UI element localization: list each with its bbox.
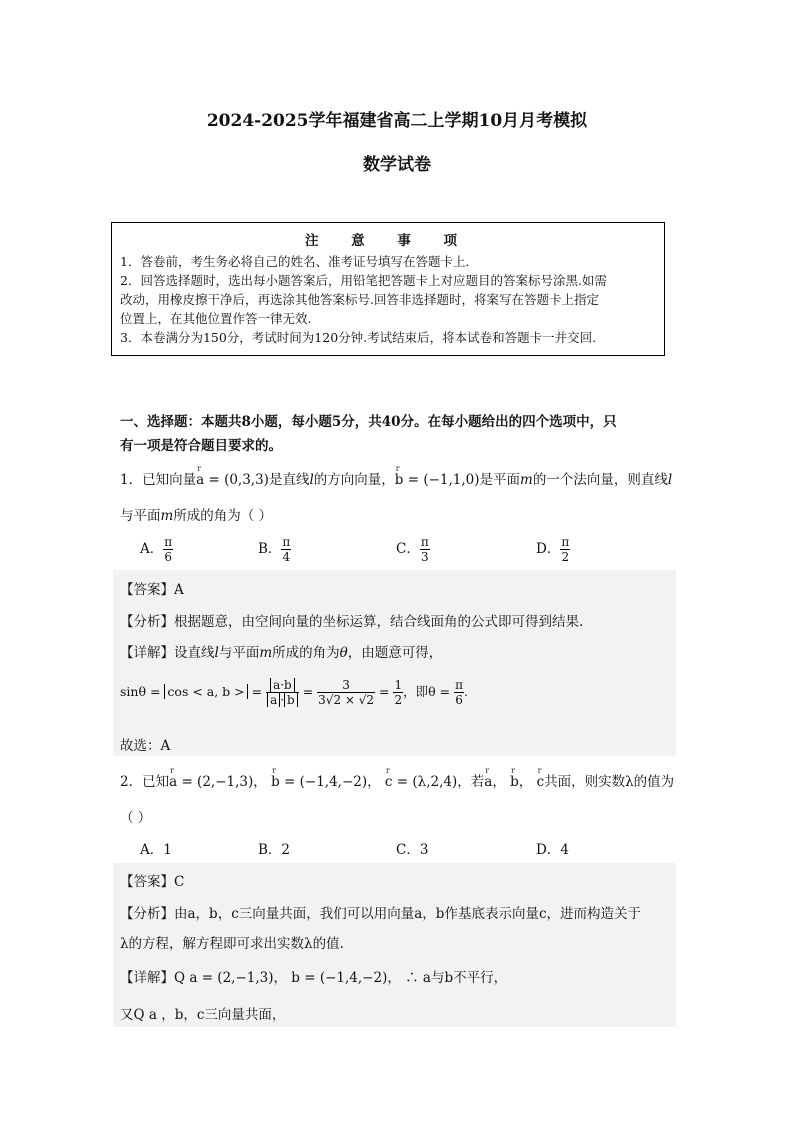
notice-line-2: 2．回答选择题时，选出每小题答案后，用铅笔把答题卡上对应题目的答案标号涂黑.如需 <box>120 273 607 288</box>
q1-option-b: B． $\frac{\pi}{4}$ <box>258 535 291 564</box>
q1-option-a: A． $\frac{\pi}{6}$ <box>140 535 173 564</box>
q2-option-a: A．1 <box>140 842 172 858</box>
notice-line-4: 位置上，在其他位置作答一律无效. <box>120 311 312 326</box>
q2-option-c: C．3 <box>396 842 429 858</box>
vector-a: r a <box>196 472 204 488</box>
q1-conclusion: 故选：A <box>120 738 171 754</box>
q1-stem-line-1: 1．已知向量r a = (0,3,3)是直线l的方向向量，r b = (−1,1,0)是平面m的一个法向量，则直线l <box>120 468 672 488</box>
notice-box <box>111 222 665 356</box>
q1-analysis: 【分析】根据题意，由空间向量的坐标运算，结合线面角的公式即可得到结果. <box>120 614 584 630</box>
q1-formula: sinθ = cos < a, b > = $\frac{a\cdot b}{a \cdot b}$ = $\frac{3}{3√2 \times √2}$ = $\frac{1}{2}$ ，即θ = $\frac{\pi}{6}$ . <box>120 678 468 707</box>
q1-option-c: C． $\frac{\pi}{3}$ <box>396 535 429 564</box>
q1-stem-line-2: 与平面m所成的角为（ ） <box>120 508 273 524</box>
q2-analysis-line-2: λ的方程，解方程即可求出实数λ的值. <box>120 936 344 952</box>
q2-answer: 【答案】C <box>120 874 185 890</box>
paper-title: 2024-2025学年福建省高二上学期10月月考模拟 <box>206 111 588 131</box>
notice-line-3: 改动，用橡皮擦干净后，再选涂其他答案标号.回答非选择题时，将案写在答题卡上指定 <box>120 292 599 307</box>
section-heading <box>120 410 680 458</box>
vector-b: r b <box>395 472 404 488</box>
q1-detail-intro: 【详解】设直线l与平面m所成的角为θ，由题意可得， <box>120 645 443 661</box>
q2-analysis-line-1: 【分析】由a，b，c三向量共面，我们可以用向量a，b作基底表示向量c，进而构造关于 <box>120 906 642 922</box>
q2-option-d: D．4 <box>536 842 569 858</box>
notice-line-1: 1．答卷前，考生务必将自己的姓名、准考证号填写在答题卡上． <box>120 254 478 269</box>
notice-line-5: 3．本卷满分为150分，考试时间为120分钟.考试结束后，将本试卷和答题卡一并交回. <box>120 330 597 345</box>
q2-option-b: B．2 <box>258 842 291 858</box>
section-heading-line-2: 有一项是符合题目要求的。 <box>120 438 282 454</box>
q1-solution-block <box>113 570 676 756</box>
q2-stem-line-2: （ ） <box>120 810 152 826</box>
q1-answer: 【答案】A <box>120 582 184 598</box>
q1-option-d: D． $\frac{\pi}{2}$ <box>536 535 570 564</box>
section-heading-line-1: 一、选择题：本题共8小题，每小题5分，共40分。在每小题给出的四个选项中，只 <box>120 414 617 430</box>
notice-heading: 注 意 事 项 <box>304 233 472 249</box>
q2-stem-line-1: 2．已知r a = (2,−1,3)， r b = (−1,4,−2)， r c = (λ,2,4)，若r a， r b， r c共面，则实数λ的值为 <box>120 770 674 790</box>
paper-subtitle: 数学试卷 <box>363 155 431 175</box>
q2-detail-line-1: 【详解】Q a = (2,−1,3)， b = (−1,4,−2)， ∴ a与b不平行， <box>120 970 508 986</box>
q2-detail-line-2: 又Q a ，b，c三向量共面， <box>120 1007 286 1023</box>
